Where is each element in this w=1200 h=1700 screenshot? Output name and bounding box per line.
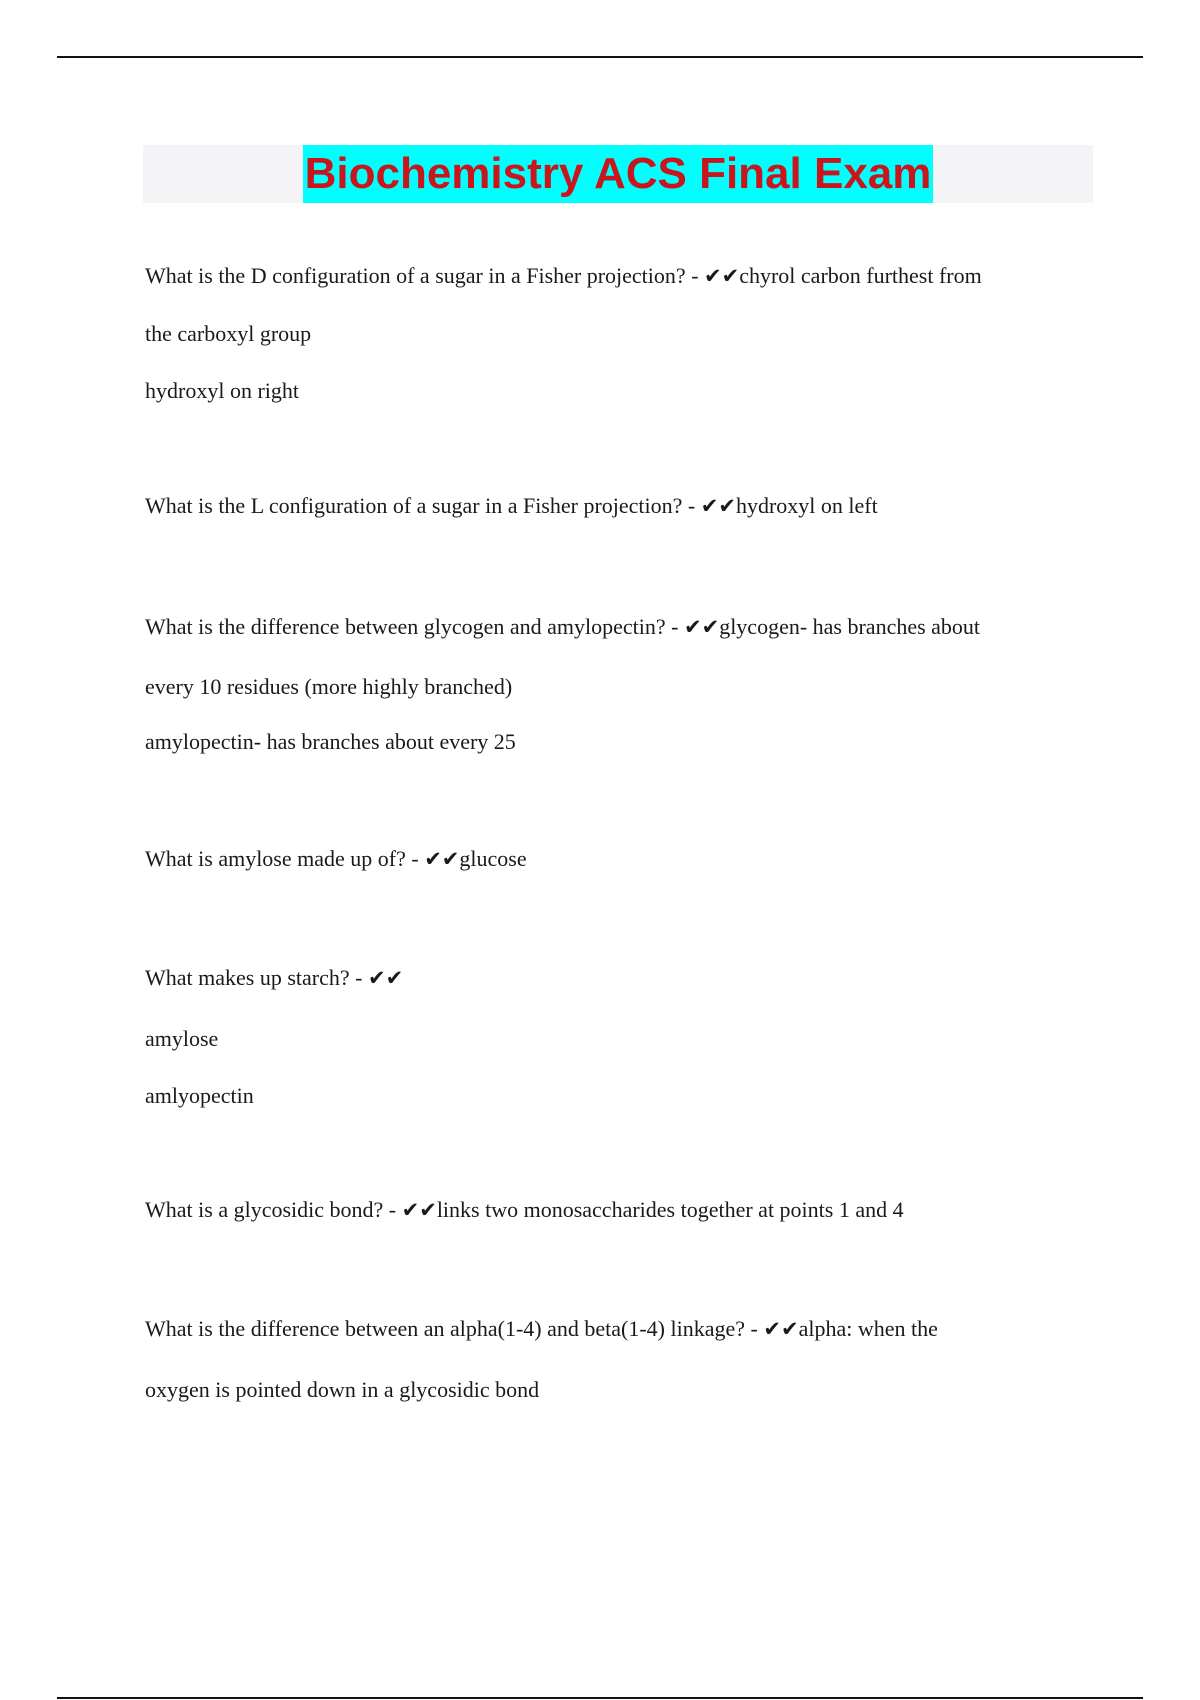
question-text: What is a glycosidic bond? [145,1197,384,1222]
answer-text: glycogen- has branches about [719,614,981,639]
answer-text: hydroxyl on left [735,493,878,518]
question-text: What is amylose made up of? [145,846,406,871]
qa-question-line [145,1196,904,1224]
answer-line: the carboxyl group [145,321,312,346]
check-mark-icon: ✔✔ [367,966,404,990]
page-title: Biochemistry ACS Final Exam [303,145,934,203]
footer-rule [57,1697,1143,1699]
separator: - [349,965,368,990]
question-text: What is the D configuration of a sugar in a Fisher projection? [145,263,686,288]
answer-line: every 10 residues (more highly branched) [145,674,513,699]
answer-line: oxygen is pointed down in a glycosidic bond [145,1377,540,1402]
separator: - [682,493,701,518]
answer-text: chyrol carbon furthest from [739,263,982,288]
qa-question-line [145,262,982,290]
header-rule [57,56,1143,58]
answer-line: hydroxyl on right [145,378,299,403]
check-mark-icon: ✔✔ [700,494,736,518]
separator: - [685,263,705,288]
answer-line: amylopectin- has branches about every 25 [145,729,516,754]
question-text: What is the difference between glycogen and amylopectin? [145,614,666,639]
check-mark-icon: ✔✔ [424,847,460,871]
separator: - [405,846,425,871]
question-text: What makes up starch? [145,965,350,990]
answer-text: glucose [459,846,527,871]
check-mark-icon: ✔✔ [704,264,740,288]
answer-text: alpha: when the [798,1316,938,1341]
qa-question-line [145,613,980,641]
question-text: What is the L configuration of a sugar in a Fisher projection? [145,493,683,518]
qa-question-line [145,1315,938,1343]
qa-question-line [145,964,403,992]
separator: - [745,1316,764,1341]
answer-line: amylose [145,1026,219,1051]
separator: - [665,614,684,639]
answer-text: links two monosaccharides together at points 1 and 4 [436,1197,904,1222]
qa-question-line [145,845,527,873]
separator: - [383,1197,402,1222]
question-text: What is the difference between an alpha(1-4) and beta(1-4) linkage? [145,1316,746,1341]
check-mark-icon: ✔✔ [763,1317,799,1341]
qa-question-line [145,492,878,520]
title-band [143,145,1093,203]
answer-line: amlyopectin [145,1083,254,1108]
check-mark-icon: ✔✔ [683,615,720,639]
check-mark-icon: ✔✔ [401,1198,437,1222]
